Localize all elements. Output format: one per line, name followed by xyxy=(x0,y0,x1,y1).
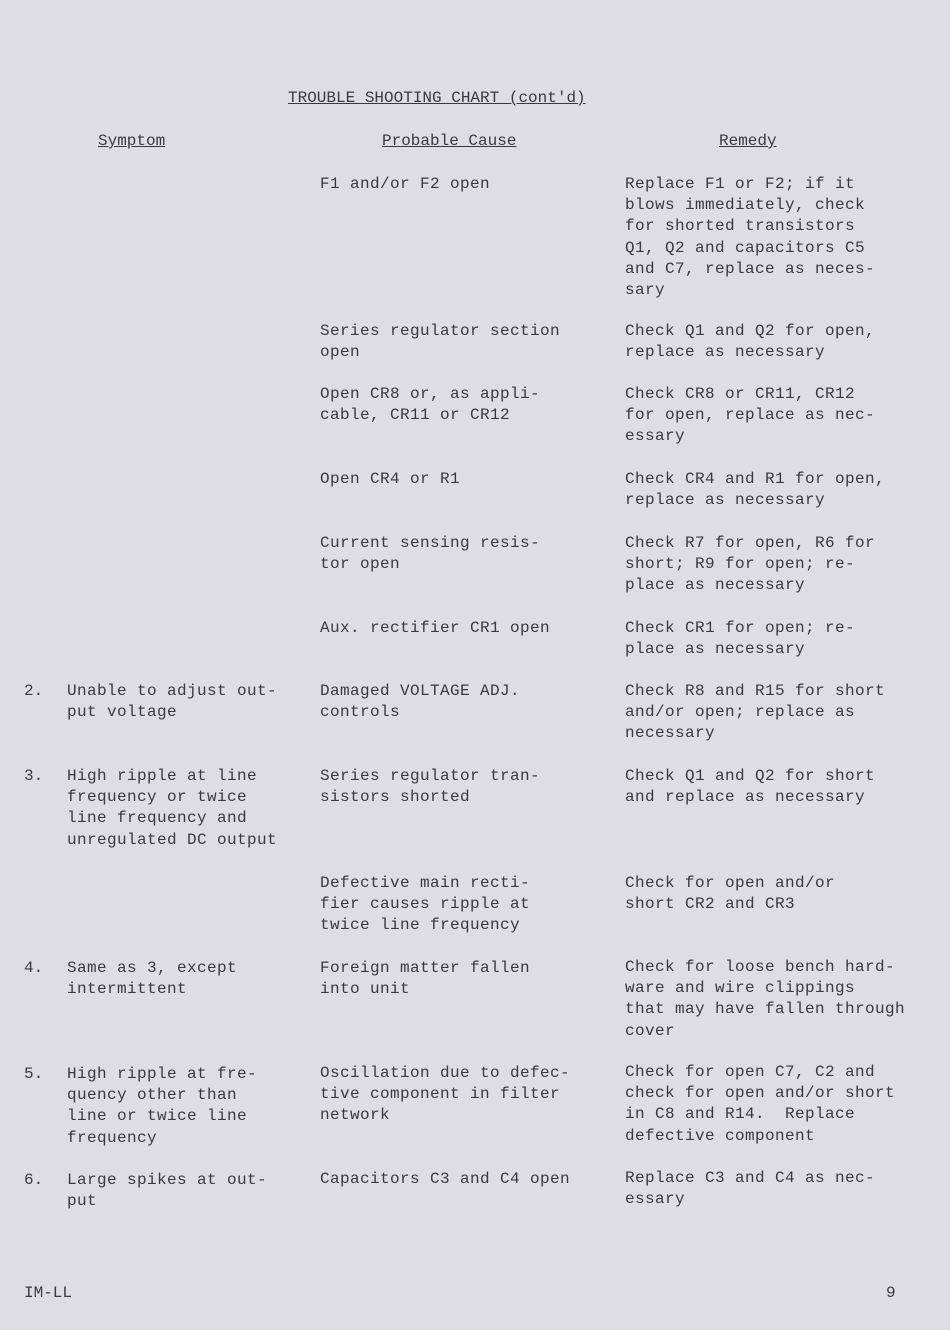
footer-page-number: 9 xyxy=(886,1284,896,1302)
row-10-cause: Oscillation due to defec- tive component in filter network xyxy=(320,1064,571,1125)
page-title: TROUBLE SHOOTING CHART (cont'd) xyxy=(288,89,586,107)
row-1-cause: Series regulator section open xyxy=(320,322,561,362)
row-9-cause: Foreign matter fallen into unit xyxy=(320,959,531,999)
row-10-symptom: High ripple at fre- quency other than line or twice line frequency xyxy=(67,1065,258,1147)
row-9-number: 4. xyxy=(24,959,44,977)
header-remedy: Remedy xyxy=(719,132,777,150)
row-2-remedy: Check CR8 or CR11, CR12 for open, replace as nec- essary xyxy=(625,385,876,446)
row-10-remedy: Check for open C7, C2 and check for open and/or short in C8 and R14. Replace defective component xyxy=(625,1063,896,1145)
row-6-remedy: Check R8 and R15 for short and/or open; replace as necessary xyxy=(625,682,886,743)
row-6-number: 2. xyxy=(24,682,44,700)
row-8-cause: Defective main recti- fier causes ripple at twice line frequency xyxy=(320,874,531,935)
row-11-number: 6. xyxy=(24,1171,44,1189)
row-7-cause: Series regulator tran- sistors shorted xyxy=(320,767,541,807)
row-1-remedy: Check Q1 and Q2 for open, replace as necessary xyxy=(625,322,876,362)
row-2-cause: Open CR8 or, as appli- cable, CR11 or CR12 xyxy=(320,385,541,425)
row-4-remedy: Check R7 for open, R6 for short; R9 for open; re- place as necessary xyxy=(625,534,876,595)
row-4-cause: Current sensing resis- tor open xyxy=(320,534,541,574)
row-10-number: 5. xyxy=(24,1065,44,1083)
row-5-cause: Aux. rectifier CR1 open xyxy=(320,619,551,637)
footer-doc-id: IM-LL xyxy=(24,1284,73,1302)
row-3-remedy: Check CR4 and R1 for open, replace as necessary xyxy=(625,470,886,510)
row-7-number: 3. xyxy=(24,767,44,785)
row-0-cause: F1 and/or F2 open xyxy=(320,175,491,193)
header-symptom: Symptom xyxy=(98,132,166,150)
row-11-cause: Capacitors C3 and C4 open xyxy=(320,1170,571,1188)
header-probable-cause: Probable Cause xyxy=(382,132,517,150)
row-7-symptom: High ripple at line frequency or twice line frequency and unregulated DC output xyxy=(67,767,278,849)
row-9-symptom: Same as 3, except intermittent xyxy=(67,959,238,999)
row-11-remedy: Replace C3 and C4 as nec- essary xyxy=(625,1169,876,1209)
row-5-remedy: Check CR1 for open; re- place as necessary xyxy=(625,619,856,659)
row-7-remedy: Check Q1 and Q2 for short and replace as necessary xyxy=(625,767,876,807)
row-8-remedy: Check for open and/or short CR2 and CR3 xyxy=(625,874,836,914)
row-11-symptom: Large spikes at out- put xyxy=(67,1171,268,1211)
row-6-cause: Damaged VOLTAGE ADJ. controls xyxy=(320,682,521,722)
row-6-symptom: Unable to adjust out- put voltage xyxy=(67,682,278,722)
row-0-remedy: Replace F1 or F2; if it blows immediately, check for shorted transistors Q1, Q2 and capacitors C5 and C7, replace as neces- sary xyxy=(625,175,876,300)
row-9-remedy: Check for loose bench hard- ware and wire clippings that may have fallen through cover xyxy=(625,958,906,1040)
row-3-cause: Open CR4 or R1 xyxy=(320,470,461,488)
